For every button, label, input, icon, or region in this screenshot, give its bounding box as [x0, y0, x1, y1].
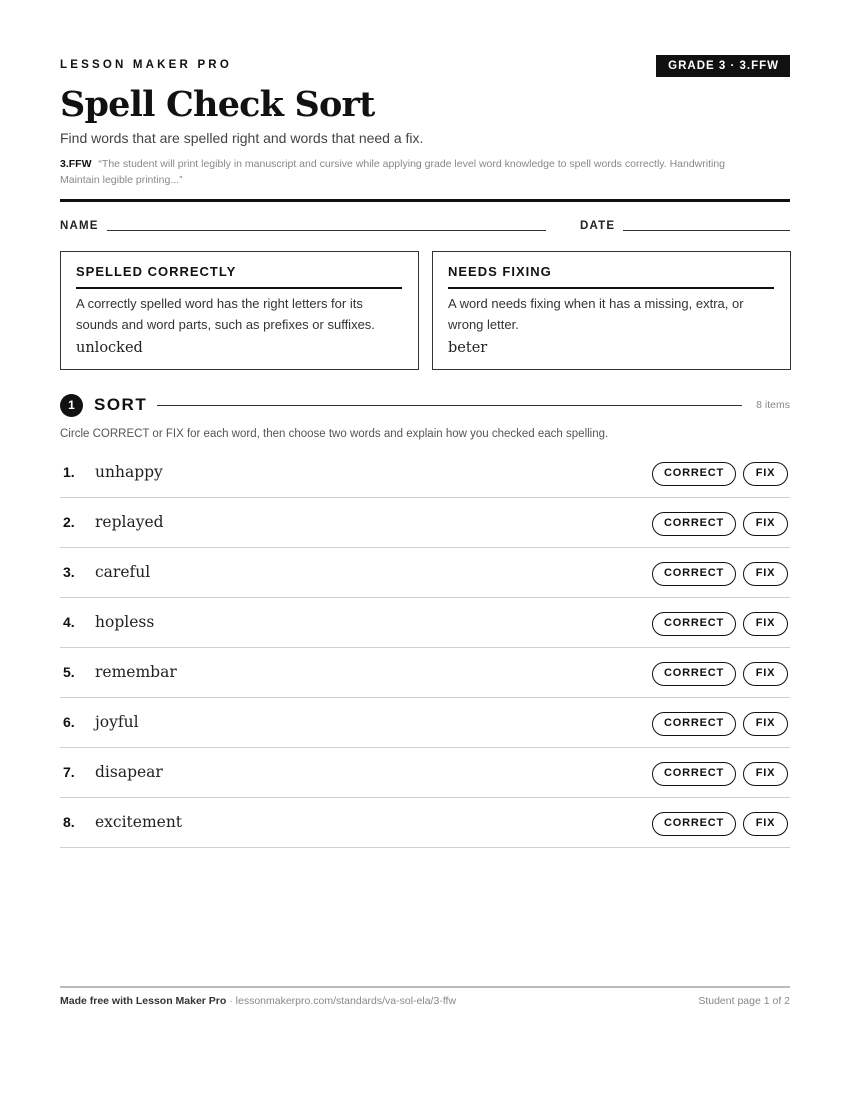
correct-choice-button[interactable]: CORRECT [652, 712, 736, 736]
box-divider [76, 287, 402, 289]
correct-choice-button[interactable]: CORRECT [652, 562, 736, 586]
date-label: DATE [580, 220, 616, 232]
correct-choice-button[interactable]: CORRECT [652, 812, 736, 836]
grade-badge: GRADE 3 · 3.FFW [656, 55, 790, 77]
section-divider [157, 405, 742, 406]
header-bar [60, 55, 790, 79]
worksheet-page [60, 0, 790, 1100]
box-title: NEEDS FIXING [448, 264, 552, 279]
correct-choice-button[interactable]: CORRECT [652, 512, 736, 536]
fix-choice-button[interactable]: FIX [743, 662, 788, 686]
word-row [60, 598, 790, 648]
item-number: 1. [63, 464, 75, 480]
page-number: Student page 1 of 2 [698, 995, 790, 1007]
item-word: remembar [95, 663, 177, 681]
footer-made-with: Made free with Lesson Maker Pro [60, 995, 227, 1007]
word-row [60, 498, 790, 548]
item-word: hopless [95, 613, 155, 631]
needs-fixing-box [432, 251, 791, 370]
correct-choice-button[interactable]: CORRECT [652, 662, 736, 686]
page-subtitle: Find words that are spelled right and words that need a fix. [60, 130, 424, 146]
word-row [60, 698, 790, 748]
correct-choice-button[interactable]: CORRECT [652, 462, 736, 486]
name-field[interactable] [107, 230, 546, 231]
footer-divider [60, 986, 790, 988]
item-word: excitement [95, 813, 183, 831]
word-row [60, 648, 790, 698]
fix-choice-button[interactable]: FIX [743, 562, 788, 586]
fix-choice-button[interactable]: FIX [743, 462, 788, 486]
section-title: SORT [94, 395, 148, 414]
fix-choice-button[interactable]: FIX [743, 712, 788, 736]
name-label: NAME [60, 220, 99, 232]
page-title: Spell Check Sort [60, 84, 375, 125]
correct-choice-button[interactable]: CORRECT [652, 762, 736, 786]
box-description: A word needs fixing when it has a missing, extra, or wrong letter. [448, 296, 744, 332]
spelled-correctly-box [60, 251, 419, 370]
item-number: 7. [63, 764, 75, 780]
item-number: 2. [63, 514, 75, 530]
item-number: 3. [63, 564, 75, 580]
box-example: beter [448, 340, 488, 356]
item-word: careful [95, 563, 151, 581]
word-list [60, 448, 790, 848]
date-field[interactable] [623, 230, 790, 231]
item-number: 8. [63, 814, 75, 830]
fix-choice-button[interactable]: FIX [743, 762, 788, 786]
item-word: replayed [95, 513, 164, 531]
correct-choice-button[interactable]: CORRECT [652, 612, 736, 636]
fix-choice-button[interactable]: FIX [743, 612, 788, 636]
footer-credit [60, 995, 456, 1007]
standard-code: 3.FFW [60, 158, 92, 170]
fix-choice-button[interactable]: FIX [743, 812, 788, 836]
item-word: joyful [95, 713, 139, 731]
box-title: SPELLED CORRECTLY [76, 264, 237, 279]
word-row [60, 748, 790, 798]
word-row [60, 548, 790, 598]
header-divider [60, 199, 790, 202]
item-number: 5. [63, 664, 75, 680]
box-description: A correctly spelled word has the right letters for its sounds and word parts, such as prefixes or suffixes. [76, 296, 375, 332]
item-word: disapear [95, 763, 163, 781]
word-row [60, 798, 790, 848]
section-instructions: Circle CORRECT or FIX for each word, then choose two words and explain how you checked each spelling. [60, 428, 609, 440]
brand-name: LESSON MAKER PRO [60, 59, 232, 71]
standard-text: “The student will print legibly in manuscript and cursive while applying grade level word knowledge to spell words correctly. Handwriting Maintain legible printing...” [60, 158, 726, 186]
standard-description [60, 156, 760, 188]
box-example: unlocked [76, 340, 143, 356]
item-count: 8 items [756, 399, 790, 411]
word-row [60, 448, 790, 498]
item-word: unhappy [95, 463, 163, 481]
fix-choice-button[interactable]: FIX [743, 512, 788, 536]
box-divider [448, 287, 774, 289]
section-number-badge: 1 [60, 394, 83, 417]
item-number: 6. [63, 714, 75, 730]
name-date-row [60, 220, 790, 240]
item-number: 4. [63, 614, 75, 630]
footer-url: · lessonmakerpro.com/standards/va-sol-ela/3-ffw [226, 995, 457, 1007]
section-header [60, 393, 790, 417]
